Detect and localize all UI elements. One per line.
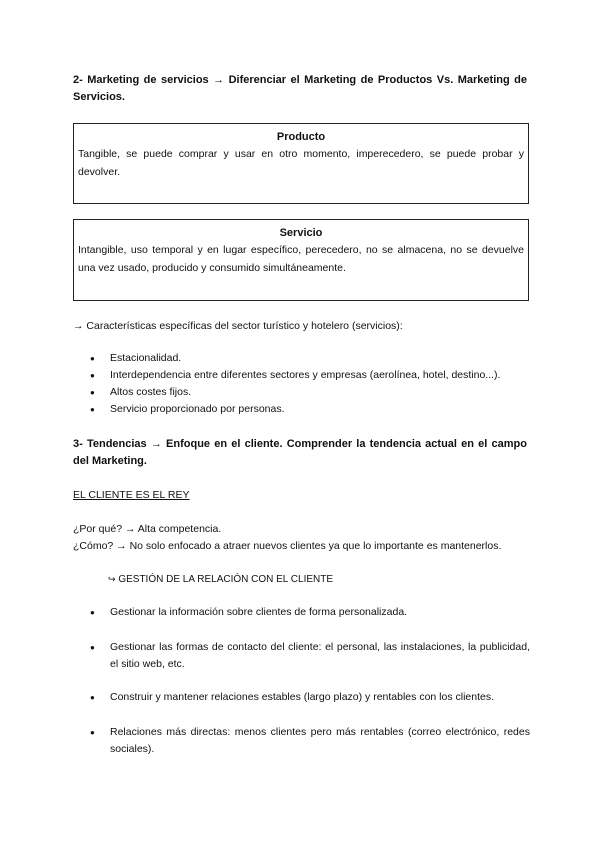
list-item: ● Interdependencia entre diferentes sectores y empresas (aerolínea, hotel, destino...). bbox=[90, 367, 530, 384]
caracteristicas-list bbox=[90, 350, 530, 418]
servicio-box bbox=[73, 219, 529, 301]
list-item: ● Gestionar la información sobre clientes de forma personalizada. bbox=[90, 604, 530, 621]
list-item: ● Servicio proporcionado por personas. bbox=[90, 401, 530, 418]
gestion-item-4 bbox=[90, 724, 530, 758]
section-3-heading: 3- Tendencias → Enfoque en el cliente. Comprender la tendencia actual en el campo del Marketing. bbox=[73, 438, 527, 467]
cliente-title: EL CLIENTE ES EL REY bbox=[73, 489, 190, 501]
producto-title: Producto bbox=[276, 131, 326, 143]
gestion-label: GESTIÓN DE LA RELACIÓN CON EL CLIENTE bbox=[118, 574, 334, 585]
list-item: ● Altos costes fijos. bbox=[90, 384, 530, 401]
gestion-item-1 bbox=[90, 604, 530, 621]
list-item: ● Relaciones más directas: menos clientes pero más rentables (correo electrónico, redes sociales). bbox=[90, 724, 530, 758]
section-2-heading: 2- Marketing de servicios → Diferenciar el Marketing de Productos Vs. Marketing de Servicios. bbox=[73, 74, 527, 103]
producto-box bbox=[73, 123, 529, 204]
list-item: ● Construir y mantener relaciones estables (largo plazo) y rentables con los clientes. bbox=[90, 689, 530, 706]
cliente-how: ¿Cómo? → No solo enfocado a atraer nuevos clientes ya que lo importante es mantenerlos. bbox=[73, 540, 502, 552]
producto-text: Tangible, se puede comprar y usar en otro momento, imperecedero, se puede probar y devolver. bbox=[78, 148, 524, 178]
list-item: ● Estacionalidad. bbox=[90, 350, 530, 367]
servicio-title: Servicio bbox=[279, 227, 323, 239]
return-arrow-icon: ↪ bbox=[108, 574, 116, 584]
cliente-why: ¿Por qué? → Alta competencia. bbox=[73, 523, 222, 535]
gestion-item-2 bbox=[90, 639, 530, 673]
list-item: ● Gestionar las formas de contacto del cliente: el personal, las instalaciones, la publicidad, el sitio web, etc. bbox=[90, 639, 530, 673]
gestion-subheading bbox=[108, 571, 333, 588]
caracteristicas-intro: → Características específicas del sector turístico y hotelero (servicios): bbox=[73, 320, 403, 332]
gestion-item-3 bbox=[90, 689, 530, 706]
servicio-text: Intangible, uso temporal y en lugar específico, perecedero, no se almacena, no se devuelve una vez usado, producido y consumido simultáneamente. bbox=[78, 244, 524, 274]
